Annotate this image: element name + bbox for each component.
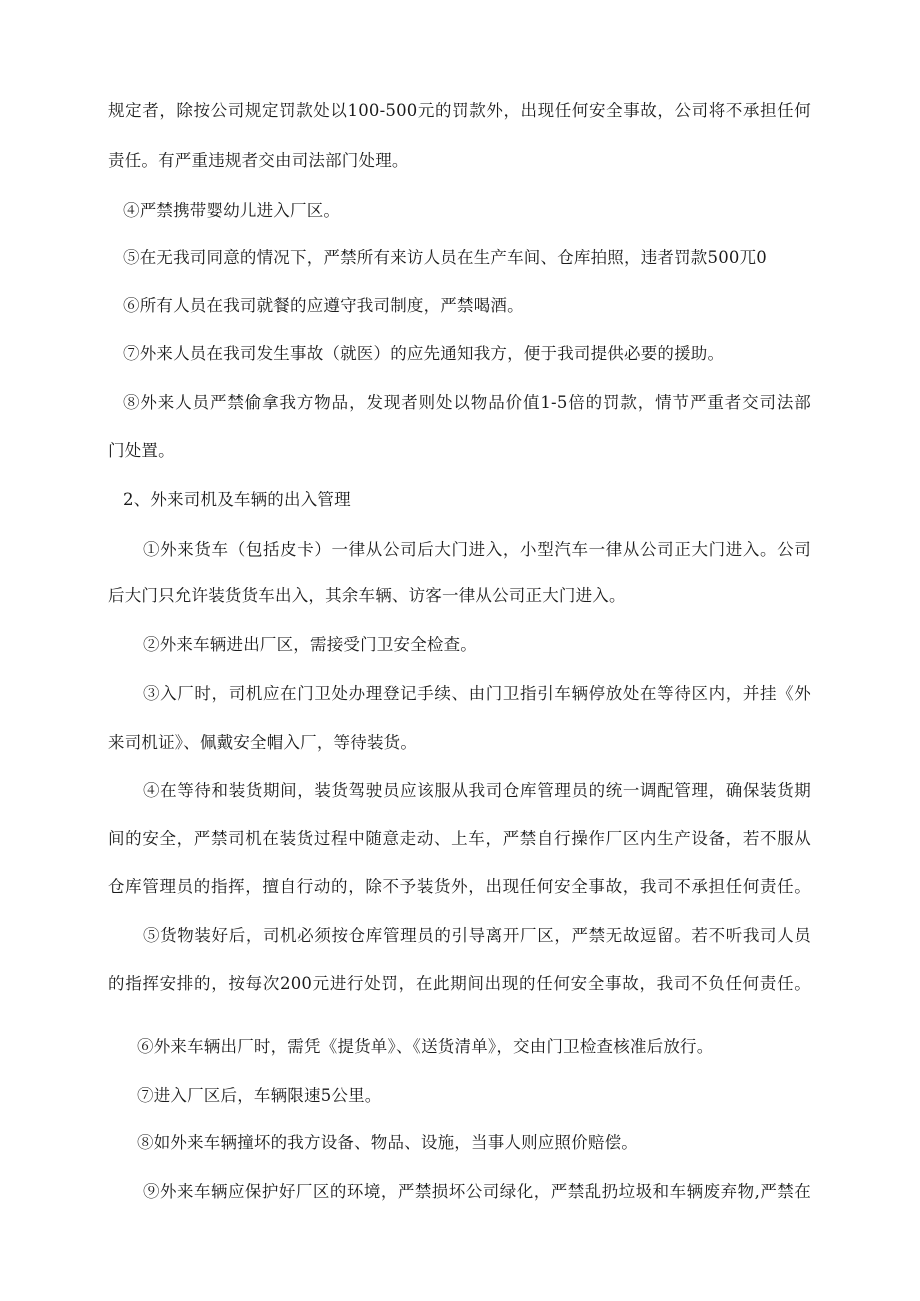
list-item-text: ⑦进入厂区后，车辆限速5公里。 xyxy=(137,1086,382,1105)
list-item-text: ⑤在无我司同意的情况下，严禁所有来访人员在生产车间、仓库拍照，违者罚款500兀0 xyxy=(123,248,767,267)
list-item-text: ②外来车辆进出厂区，需接受门卫安全检查。 xyxy=(143,635,477,654)
text-line: 后大门只允许装货货车出入，其余车辆、访客一律从公司正大门进入。 xyxy=(108,586,626,605)
list-item-text: ④在等待和装货期间，装货驾驶员应该服从我司仓库管理员的统一调配管理，确保装货期 xyxy=(143,781,811,800)
list-item-text: ③入厂时，司机应在门卫处办理登记手续、由门卫指引车辆停放处在等待区内，并挂《外 xyxy=(143,684,811,703)
list-item-text: ④严禁携带婴幼儿进入厂区。 xyxy=(123,201,341,220)
list-item-text: ⑥所有人员在我司就餐的应遵守我司制度，严禁喝酒。 xyxy=(123,296,524,315)
list-item-text: ⑤货物装好后，司机必须按仓库管理员的引导离开厂区，严禁无故逗留。若不听我司人员 xyxy=(143,926,811,945)
text-line: 门处置。 xyxy=(108,441,175,460)
text-line: 责任。有严重违规者交由司法部门处理。 xyxy=(108,151,409,170)
text-line: 间的安全，严禁司机在装货过程中随意走动、上车，严禁自行操作厂区内生产设备，若不服从 xyxy=(108,829,811,848)
text-line: 来司机证》、佩戴安全帽入厂，等待装货。 xyxy=(108,733,418,752)
list-item-text: ⑧外来人员严禁偷拿我方物品，发现者则处以物品价值1-5倍的罚款，情节严重者交司法部 xyxy=(123,393,811,412)
section-heading: 2、外来司机及车辆的出入管理 xyxy=(123,490,351,509)
list-item-text: ⑦外来人员在我司发生事故（就医）的应先通知我方，便于我司提供必要的援助。 xyxy=(123,344,725,363)
text-line: 规定者，除按公司规定罚款处以100-500元的罚款外，出现任何安全事故，公司将不承担任何 xyxy=(108,101,811,120)
list-item-text: ⑧如外来车辆撞坏的我方设备、物品、设施，当事人则应照价赔偿。 xyxy=(137,1133,638,1152)
list-item-text: ⑥外来车辆出厂时，需凭《提货单》、《送货清单》，交由门卫检查核准后放行。 xyxy=(137,1037,714,1056)
list-item-text: ⑨外来车辆应保护好厂区的环境，严禁损坏公司绿化，严禁乱扔垃圾和车辆废弃物,严禁在 xyxy=(143,1182,811,1201)
text-line: 的指挥安排的，按每次200元进行处罚，在此期间出现的任何安全事故，我司不负任何责任。 xyxy=(108,974,811,993)
text-line: 仓库管理员的指挥，擅自行动的，除不予装货外，出现任何安全事故，我司不承担任何责任。 xyxy=(108,877,811,896)
list-item-text: ①外来货车（包括皮卡）一律从公司后大门进入，小型汽车一律从公司正大门进入。公司 xyxy=(143,540,811,559)
